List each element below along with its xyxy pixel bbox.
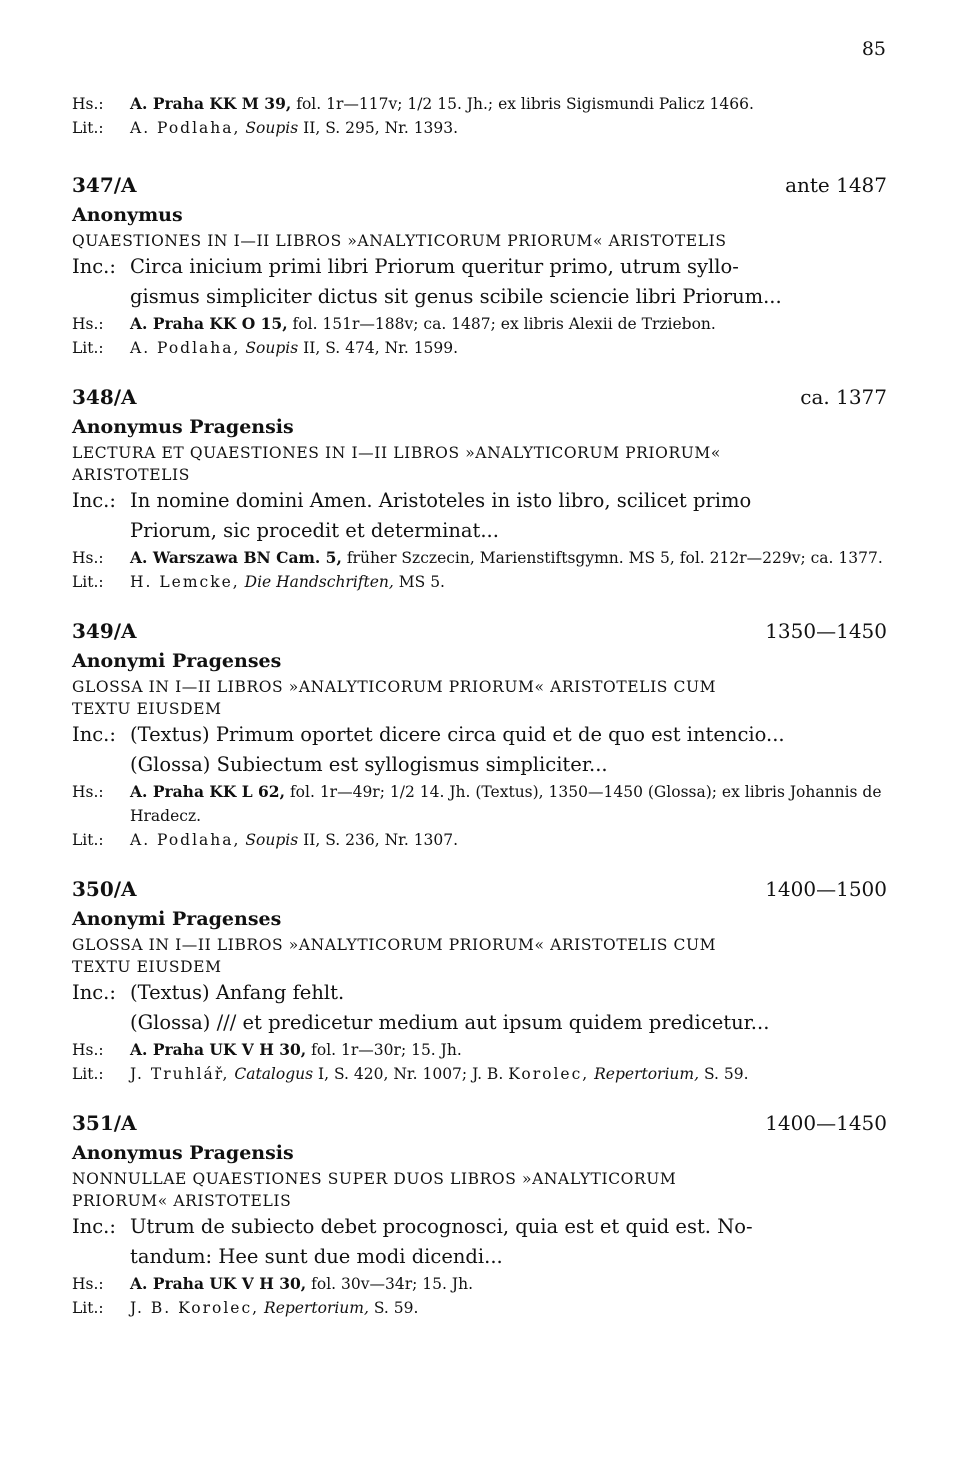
entry-date: 1400—1500 bbox=[765, 877, 887, 901]
lit-work: Repertorium, bbox=[264, 1299, 369, 1317]
hs-label: Hs.: bbox=[72, 315, 104, 333]
lit-label: Lit.: bbox=[72, 1065, 104, 1083]
inc-line: gismus simpliciter dictus sit genus scibile sciencie libri Priorum... bbox=[130, 285, 782, 308]
entry-author: Anonymi Pragenses bbox=[72, 908, 282, 930]
title-line: NONNULLAE QUAESTIONES SUPER DUOS LIBROS »ANALYTICORUM bbox=[72, 1170, 677, 1188]
hs-line bbox=[72, 1038, 887, 1062]
entry-title bbox=[72, 934, 887, 978]
entry-number: 351/A bbox=[72, 1111, 137, 1135]
lit-label: Lit.: bbox=[72, 573, 104, 591]
entry-number: 347/A bbox=[72, 173, 137, 197]
entry-title bbox=[72, 442, 887, 486]
hs-library: A. Praha UK V H 30, bbox=[130, 1274, 307, 1293]
inc-line: (Textus) Primum oportet dicere circa quid et de quo est intencio... bbox=[130, 723, 785, 746]
inc-line: In nomine domini Amen. Aristoteles in isto libro, scilicet primo bbox=[130, 489, 752, 512]
lit-line bbox=[72, 570, 887, 594]
lit-line bbox=[72, 336, 887, 360]
inc-line: (Textus) Anfang fehlt. bbox=[130, 981, 345, 1004]
entry-author: Anonymi Pragenses bbox=[72, 650, 282, 672]
hs-details: fol. 30v—34r; 15. Jh. bbox=[311, 1275, 473, 1293]
inc-label: Inc.: bbox=[72, 489, 116, 512]
entry-date: 1350—1450 bbox=[765, 619, 887, 643]
inc-line: Circa inicium primi libri Priorum queritur primo, utrum syllo- bbox=[130, 255, 739, 278]
incipit bbox=[72, 720, 887, 780]
entry-date: ca. 1377 bbox=[800, 385, 887, 409]
entry-author: Anonymus bbox=[72, 204, 183, 226]
lit-label: Lit.: bbox=[72, 119, 104, 137]
title-line: LECTURA ET QUAESTIONES IN I—II LIBROS »ANALYTICORUM PRIORUM« bbox=[72, 444, 721, 462]
lit-line bbox=[72, 116, 887, 140]
title-line: ARISTOTELIS bbox=[72, 466, 190, 484]
title-line: PRIORUM« ARISTOTELIS bbox=[72, 1192, 292, 1210]
entry-number: 350/A bbox=[72, 877, 137, 901]
hs-details: fol. 151r—188v; ca. 1487; ex libris Alexii de Trziebon. bbox=[292, 315, 716, 333]
lit-work: Catalogus bbox=[234, 1065, 314, 1083]
hs-details: fol. 1r—49r; 1/2 14. Jh. (Textus), 1350—1450 (Glossa); ex libris Johannis de Hradecz. bbox=[130, 783, 882, 825]
hs-line bbox=[72, 546, 887, 570]
lit-work: Die Handschriften, bbox=[244, 573, 394, 591]
hs-label: Hs.: bbox=[72, 95, 104, 113]
lit-line bbox=[72, 828, 887, 852]
title-line: GLOSSA IN I—II LIBROS »ANALYTICORUM PRIORUM« ARISTOTELIS CUM bbox=[72, 678, 717, 696]
lit-work: Soupis bbox=[245, 339, 299, 357]
hs-details: fol. 1r—30r; 15. Jh. bbox=[311, 1041, 462, 1059]
hs-library: A. Praha KK M 39, bbox=[130, 94, 292, 113]
hs-label: Hs.: bbox=[72, 549, 104, 567]
inc-line: (Glossa) /// et predicetur medium aut ipsum quidem predicetur... bbox=[130, 1011, 770, 1034]
entry-header bbox=[72, 874, 887, 904]
entry-title bbox=[72, 676, 887, 720]
lit-author: J. Truhlář, bbox=[130, 1065, 230, 1083]
entry-number: 348/A bbox=[72, 385, 137, 409]
entry-number: 349/A bbox=[72, 619, 137, 643]
lit-author: A. Podlaha, bbox=[130, 119, 241, 137]
lit-work: Soupis bbox=[245, 831, 299, 849]
entry-continuation bbox=[72, 92, 887, 140]
inc-label: Inc.: bbox=[72, 981, 116, 1004]
incipit bbox=[72, 1212, 887, 1272]
hs-library: A. Praha KK L 62, bbox=[130, 782, 285, 801]
inc-label: Inc.: bbox=[72, 723, 116, 746]
page-content bbox=[72, 92, 887, 1320]
hs-details: früher Szczecin, Marienstiftsgymn. MS 5, fol. 212r—229v; ca. 1377. bbox=[346, 549, 883, 567]
entry-header bbox=[72, 616, 887, 646]
hs-line bbox=[72, 780, 887, 828]
lit-line bbox=[72, 1296, 887, 1320]
hs-library: A. Praha KK O 15, bbox=[130, 314, 288, 333]
incipit bbox=[72, 486, 887, 546]
entry-351A bbox=[72, 1108, 887, 1320]
lit-work-2: Repertorium, bbox=[594, 1065, 700, 1083]
hs-details: fol. 1r—117v; 1/2 15. Jh.; ex libris Sigismundi Palicz 1466. bbox=[296, 95, 754, 113]
inc-line: Utrum de subiecto debet procognosci, quia est et quid est. No- bbox=[130, 1215, 753, 1238]
hs-line bbox=[72, 1272, 887, 1296]
incipit bbox=[72, 252, 887, 312]
lit-label: Lit.: bbox=[72, 831, 104, 849]
entry-header bbox=[72, 382, 887, 412]
lit-details: I, S. 420, Nr. 1007; J. B. bbox=[318, 1065, 504, 1083]
lit-author-2: Korolec, bbox=[508, 1065, 590, 1083]
entry-348A bbox=[72, 382, 887, 594]
hs-line bbox=[72, 312, 887, 336]
lit-details-2: S. 59. bbox=[703, 1065, 749, 1083]
hs-library: A. Warszawa BN Cam. 5, bbox=[130, 548, 342, 567]
hs-line bbox=[72, 92, 887, 116]
lit-label: Lit.: bbox=[72, 339, 104, 357]
entry-347A bbox=[72, 170, 887, 360]
hs-label: Hs.: bbox=[72, 1041, 104, 1059]
entry-date: ante 1487 bbox=[785, 173, 887, 197]
lit-details: II, S. 295, Nr. 1393. bbox=[303, 119, 459, 137]
hs-label: Hs.: bbox=[72, 1275, 104, 1293]
lit-work: Soupis bbox=[245, 119, 299, 137]
entry-header bbox=[72, 170, 887, 200]
lit-details: MS 5. bbox=[398, 573, 445, 591]
lit-label: Lit.: bbox=[72, 1299, 104, 1317]
inc-label: Inc.: bbox=[72, 1215, 116, 1238]
entry-349A bbox=[72, 616, 887, 852]
hs-library: A. Praha UK V H 30, bbox=[130, 1040, 307, 1059]
entry-author: Anonymus Pragensis bbox=[72, 1142, 294, 1164]
title-line: GLOSSA IN I—II LIBROS »ANALYTICORUM PRIORUM« ARISTOTELIS CUM bbox=[72, 936, 717, 954]
entry-date: 1400—1450 bbox=[765, 1111, 887, 1135]
entry-title bbox=[72, 1168, 887, 1212]
entry-author: Anonymus Pragensis bbox=[72, 416, 294, 438]
title-line: TEXTU EIUSDEM bbox=[72, 700, 222, 718]
lit-author: J. B. Korolec, bbox=[130, 1299, 260, 1317]
inc-line: (Glossa) Subiectum est syllogismus simpliciter... bbox=[130, 753, 608, 776]
inc-line: Priorum, sic procedit et determinat... bbox=[130, 519, 499, 542]
inc-label: Inc.: bbox=[72, 255, 116, 278]
lit-author: H. Lemcke, bbox=[130, 573, 240, 591]
hs-label: Hs.: bbox=[72, 783, 104, 801]
entry-350A bbox=[72, 874, 887, 1086]
lit-author: A. Podlaha, bbox=[130, 339, 241, 357]
lit-details: II, S. 236, Nr. 1307. bbox=[303, 831, 459, 849]
page-number: 85 bbox=[861, 38, 886, 60]
lit-details: S. 59. bbox=[373, 1299, 419, 1317]
inc-line: tandum: Hee sunt due modi dicendi... bbox=[130, 1245, 503, 1268]
incipit bbox=[72, 978, 887, 1038]
entry-title: QUAESTIONES IN I—II LIBROS »ANALYTICORUM PRIORUM« ARISTOTELIS bbox=[72, 232, 727, 250]
title-line: TEXTU EIUSDEM bbox=[72, 958, 222, 976]
lit-author: A. Podlaha, bbox=[130, 831, 241, 849]
entry-header bbox=[72, 1108, 887, 1138]
lit-line bbox=[72, 1062, 887, 1086]
lit-details: II, S. 474, Nr. 1599. bbox=[303, 339, 459, 357]
